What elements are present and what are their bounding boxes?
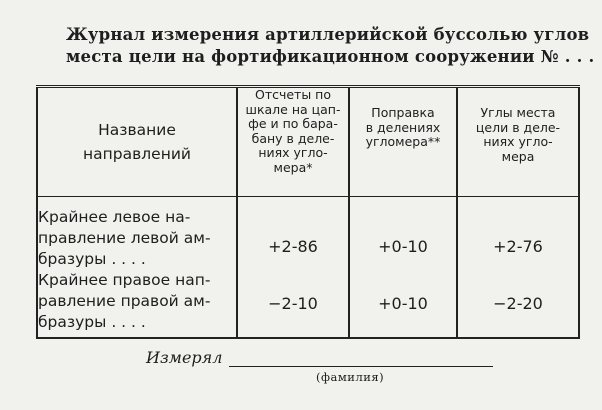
target-angle-cell: +2-76 — [457, 197, 579, 271]
header-direction-name — [37, 87, 237, 197]
reading-cell: +2-86 — [237, 197, 349, 271]
table-row — [37, 270, 579, 338]
header-target-angle-text: Углы места цели в деле- ниях угло- мера — [475, 105, 561, 164]
target-angle-cell: −2-20 — [457, 270, 579, 338]
title-line-2: места цели на фортификационном сооружении № . . . — [66, 47, 595, 66]
measurement-log-table — [36, 85, 580, 339]
reading-cell: −2-10 — [237, 270, 349, 338]
header-correction-text: Поправка в делениях угломера** — [365, 105, 441, 149]
direction-name-cell: Крайнее правое нап- равление правой ам- бразуры . . . . — [37, 270, 237, 338]
header-row — [37, 87, 579, 197]
surname-caption: (фамилия) — [316, 370, 385, 384]
signature-line — [229, 366, 493, 367]
header-target-angle — [457, 87, 579, 197]
signature-block — [146, 348, 546, 384]
header-readings-text: Отсчеты по шкале на цап- фе и по бара- бану в деле- ниях угло- мера* — [245, 87, 341, 175]
table-row — [37, 197, 579, 271]
header-readings — [237, 87, 349, 197]
title-line-1: Журнал измерения артиллерийской буссолью углов — [66, 25, 590, 44]
measured-by-label: Измерял — [146, 348, 223, 367]
header-direction-name-text: Название направлений — [83, 121, 191, 163]
correction-cell: +0-10 — [349, 270, 457, 338]
document-title — [66, 24, 595, 68]
direction-name-cell: Крайнее левое на- правление левой ам- бразуры . . . . — [37, 197, 237, 271]
header-correction — [349, 87, 457, 197]
correction-cell: +0-10 — [349, 197, 457, 271]
